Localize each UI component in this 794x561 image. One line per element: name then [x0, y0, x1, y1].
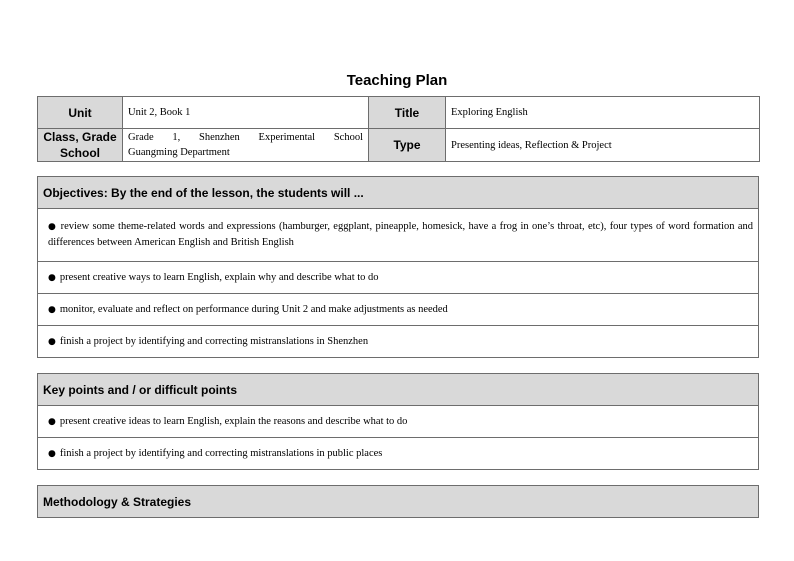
objective-text: finish a project by identifying and correcting mistranslations in Shenzhen — [59, 335, 369, 347]
class-value — [123, 129, 369, 162]
objective-text: present creative ways to learn English, explain why and describe what to do — [59, 271, 379, 283]
title-label: Title — [369, 97, 446, 129]
bullet-icon: ● — [48, 304, 56, 315]
class-label — [38, 129, 123, 162]
objective-item — [38, 209, 759, 262]
objective-item — [38, 294, 759, 326]
title-value: Exploring English — [446, 97, 760, 129]
bullet-icon: ● — [48, 222, 57, 232]
class-value-line-2: Guangming Department — [128, 147, 230, 158]
key-point-text: present creative ideas to learn English, explain the reasons and describe what to do — [59, 415, 408, 427]
key-points-heading: Key points and / or difficult points — [38, 374, 759, 406]
info-row-unit — [38, 97, 760, 129]
type-label: Type — [369, 129, 446, 162]
bullet-icon: ● — [48, 448, 56, 459]
key-point-item — [38, 438, 759, 470]
bullet-icon: ● — [48, 336, 56, 347]
key-points-table — [37, 373, 759, 470]
class-value-line-1: Grade 1, Shenzhen Experimental School — [128, 132, 363, 143]
objectives-heading: Objectives: By the end of the lesson, the students will ... — [38, 177, 759, 209]
bullet-icon: ● — [48, 416, 56, 427]
objectives-table — [37, 176, 759, 358]
page-title: Teaching Plan — [346, 72, 448, 89]
methodology-table — [37, 485, 759, 518]
objective-text: monitor, evaluate and reflect on performance during Unit 2 and make adjustments as needed — [59, 303, 448, 315]
lesson-info-table — [37, 96, 760, 162]
class-label-line-2: School — [59, 146, 100, 160]
unit-value: Unit 2, Book 1 — [123, 97, 369, 129]
objective-text: review some theme-related words and expressions (hamburger, eggplant, pineapple, homesick, have a frog in one’s throat, etc), four types of word formation and differences between American English and British English — [48, 221, 753, 248]
objective-item — [38, 326, 759, 358]
key-point-text: finish a project by identifying and correcting mistranslations in public places — [59, 447, 383, 459]
type-value: Presenting ideas, Reflection & Project — [446, 129, 760, 162]
class-label-line-1: Class, Grade — [43, 130, 117, 144]
key-point-item — [38, 406, 759, 438]
bullet-icon: ● — [48, 272, 56, 283]
unit-label: Unit — [38, 97, 123, 129]
info-row-class — [38, 129, 760, 162]
objective-item — [38, 262, 759, 294]
methodology-heading: Methodology & Strategies — [38, 486, 759, 518]
